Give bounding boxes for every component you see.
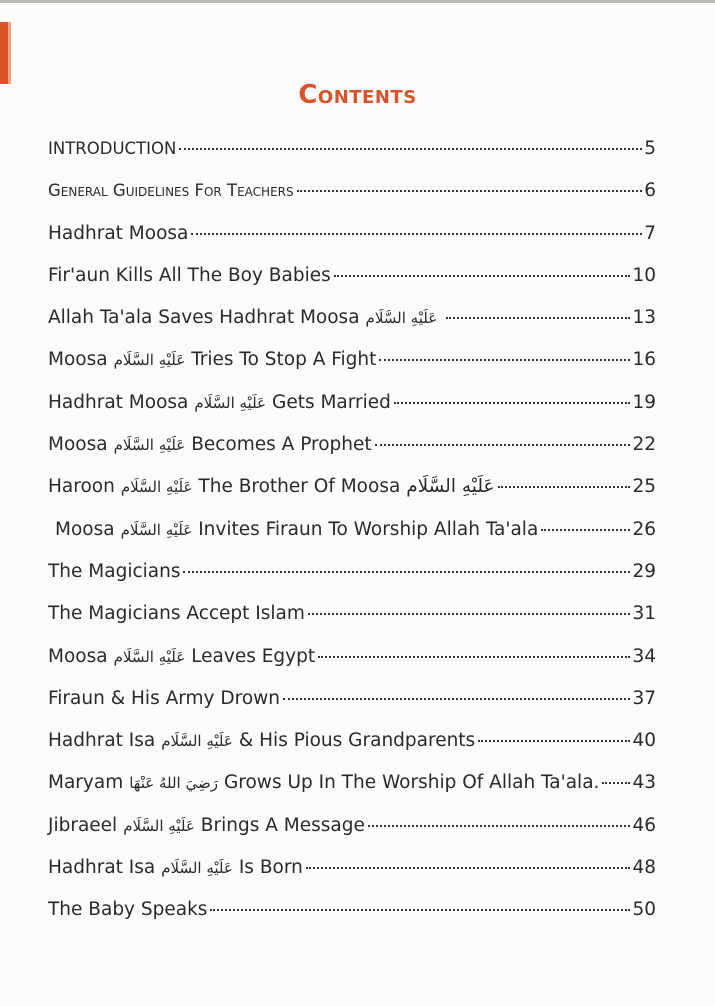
toc-entry-title (48, 392, 391, 413)
toc-entry-title-text: Hadhrat Moosa (48, 391, 189, 413)
toc-entry-title-text: Hadhrat Isa (48, 857, 156, 879)
toc-entry-title-continued: Leaves Egypt (191, 645, 316, 667)
toc-entry-title (48, 476, 495, 497)
toc-entry[interactable] (48, 899, 656, 941)
toc-entry-title-text: Moosa (48, 645, 108, 667)
toc-entry[interactable] (48, 730, 656, 772)
page-number: 6 (644, 180, 656, 202)
dot-leader (375, 444, 631, 446)
toc-entry[interactable] (48, 603, 656, 645)
honorific-calligraphy: عَلَيْهِ السَّلَام (113, 647, 186, 666)
toc-entry-title-text: Hadhrat Moosa (48, 222, 189, 244)
toc-entry-title (48, 899, 207, 920)
page-number: 5 (644, 138, 656, 159)
dot-leader (191, 233, 642, 235)
dot-leader (183, 571, 630, 573)
toc-entry-title-continued: Invites Firaun To Worship Allah Ta'ala (198, 518, 539, 540)
page-edge-marker (0, 22, 8, 84)
page-number: 50 (632, 899, 656, 921)
honorific-calligraphy: عَلَيْهِ السَّلَام (120, 478, 193, 497)
toc-entry[interactable] (48, 815, 656, 857)
dot-leader (283, 698, 630, 700)
toc-entry-title (48, 307, 443, 328)
toc-entry-title (48, 815, 365, 836)
toc-entry[interactable] (48, 265, 656, 307)
toc-entry-title-continued: & His Pious Grandparents (238, 730, 476, 752)
toc-entry-title-text: Fir'aun Kills All The Boy Babies (48, 264, 331, 286)
page-number: 34 (632, 645, 656, 667)
toc-entry[interactable] (48, 561, 656, 603)
dot-leader (446, 317, 630, 319)
toc-entry-title (48, 223, 188, 244)
toc-entry[interactable] (48, 392, 656, 434)
dot-leader (210, 909, 630, 911)
toc-entry-title-continued: The Brother Of Moosa عَلَيْهِ السَّلَام (198, 476, 495, 498)
honorific-calligraphy: عَلَيْهِ السَّلَام (194, 393, 266, 412)
page-number: 10 (632, 264, 656, 286)
toc-entry-title (48, 561, 180, 582)
toc-entry-title-continued: Tries To Stop A Fight (191, 349, 377, 371)
toc-entry-title-continued: Gets Married (271, 391, 391, 413)
page-top-edge (0, 0, 715, 3)
dot-leader (334, 275, 631, 277)
toc-entry[interactable] (48, 349, 656, 391)
page-edge-marker-light (8, 22, 11, 84)
page-number: 16 (632, 349, 656, 371)
toc-entry[interactable] (48, 476, 656, 518)
toc-entry-title (48, 181, 294, 200)
dot-leader (478, 740, 630, 742)
toc-entry-title-text: INTRODUCTION (48, 139, 177, 158)
dot-leader (308, 613, 631, 615)
dot-leader (541, 529, 630, 531)
honorific-calligraphy: عَلَيْهِ السَّلَام (113, 351, 186, 370)
toc-entry-title (48, 857, 303, 878)
toc-entry-title (48, 772, 599, 793)
toc-entry[interactable] (48, 772, 656, 814)
toc-entry-title (48, 265, 331, 286)
toc-entry[interactable] (48, 434, 656, 476)
page-number: 29 (632, 560, 656, 582)
toc-entry-title-text: Maryam (48, 772, 124, 794)
toc-entry-title-continued: Is Born (238, 857, 303, 879)
page-number: 37 (632, 687, 656, 709)
dot-leader (318, 656, 630, 658)
toc-entry-title (55, 519, 538, 540)
toc-entry-title (48, 688, 280, 709)
toc-entry-title-text: The Magicians (48, 560, 181, 582)
honorific-calligraphy: عَلَيْهِ السَّلَام (113, 436, 186, 455)
honorific-calligraphy: عَلَيْهِ السَّلَام (123, 816, 195, 835)
dot-leader (297, 190, 643, 192)
page-number: 7 (644, 222, 656, 244)
toc-entry-title-text: Moosa (48, 434, 108, 456)
toc-entry-title (48, 603, 305, 624)
toc-entry-title-text: Moosa (55, 518, 115, 540)
dot-leader (379, 359, 630, 361)
toc-entry[interactable] (48, 646, 656, 688)
page-number: 40 (632, 730, 656, 752)
toc-entry[interactable] (48, 138, 656, 180)
toc-entry-title-continued: Grows Up In The Worship Of Allah Ta'ala. (223, 772, 600, 794)
toc-entry-title (48, 139, 176, 158)
toc-entry[interactable] (48, 180, 656, 222)
dot-leader (602, 782, 630, 784)
toc-entry-title-continued: Brings A Message (200, 814, 365, 836)
dot-leader (179, 148, 642, 150)
page-title: Contents (298, 80, 417, 110)
page-number: 26 (632, 518, 656, 540)
toc-entry-title (48, 349, 376, 370)
dot-leader (394, 402, 631, 404)
toc-entry[interactable] (48, 519, 656, 561)
page-number: 43 (632, 772, 656, 794)
toc-entry-title-text: Hadhrat Isa (48, 730, 156, 752)
toc-entry-title-text: Haroon (48, 476, 115, 498)
toc-entry[interactable] (48, 223, 656, 265)
page-number: 19 (632, 391, 656, 413)
toc-entry[interactable] (48, 688, 656, 730)
toc-entry-title-text: The Baby Speaks (48, 899, 208, 921)
toc-entry-title-text: The Magicians Accept Islam (48, 603, 305, 625)
honorific-calligraphy: عَلَيْهِ السَّلَام (365, 309, 438, 328)
page-number: 46 (632, 814, 656, 836)
honorific-calligraphy: عَلَيْهِ السَّلَام (161, 732, 233, 751)
dot-leader (306, 867, 631, 869)
toc-entry-title-text: Firaun & His Army Drown (48, 687, 280, 709)
page-number: 31 (632, 603, 656, 625)
toc-entry-title-text: Allah Ta'ala Saves Hadhrat Moosa (48, 307, 360, 329)
dot-leader (498, 486, 631, 488)
toc-entry-title (48, 646, 315, 667)
toc-entry-title (48, 730, 475, 751)
honorific-calligraphy: رَضِيَ اللهُ عَنْهَا (129, 774, 218, 793)
honorific-calligraphy: عَلَيْهِ السَّلَام (161, 859, 233, 878)
toc-entry-title (48, 434, 372, 455)
toc-entry[interactable] (48, 857, 656, 899)
page-number: 22 (632, 434, 656, 456)
page-number: 48 (632, 857, 656, 879)
page-number: 25 (632, 476, 656, 498)
honorific-calligraphy: عَلَيْهِ السَّلَام (120, 520, 193, 539)
toc-entry-title-text: Jibraeel (48, 814, 118, 836)
page-number: 13 (632, 307, 656, 329)
toc-entry-title-text: General Guidelines For Teachers (48, 181, 294, 201)
table-of-contents (48, 138, 656, 942)
dot-leader (368, 825, 631, 827)
toc-entry[interactable] (48, 307, 656, 349)
toc-entry-title-text: Moosa (48, 349, 108, 371)
toc-entry-title-continued: Becomes A Prophet (191, 434, 372, 456)
